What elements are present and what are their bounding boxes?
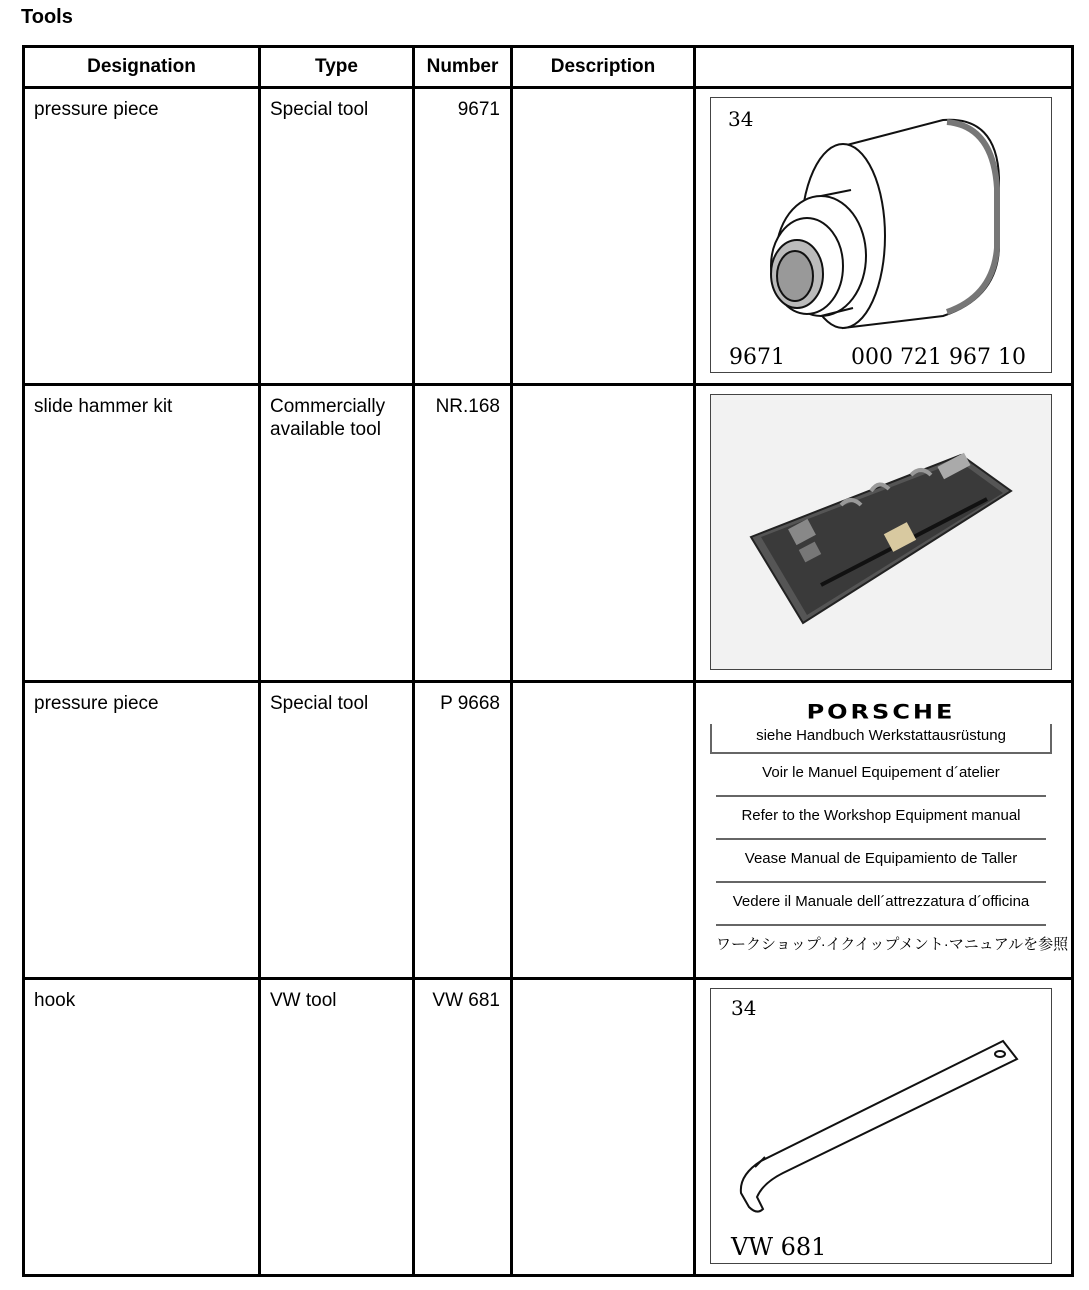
slide-hammer-kit-photo <box>710 394 1052 670</box>
header-description: Description <box>512 47 695 88</box>
table-header-row <box>24 47 1073 88</box>
porsche-logo: PORSCHE <box>806 700 956 724</box>
type-cell: Special tool <box>260 88 414 385</box>
reference-line-es: Vease Manual de Equipamiento de Taller <box>716 840 1046 883</box>
image-cell <box>695 682 1073 979</box>
drawing-corner-label: 34 <box>728 107 754 131</box>
header-image <box>695 47 1073 88</box>
table-row <box>24 88 1073 385</box>
number-cell: 9671 <box>414 88 512 385</box>
number-cell: NR.168 <box>414 385 512 682</box>
drawing-order-number: 000 721 967 10 <box>851 345 1026 370</box>
drawing-part-number: VW 681 <box>731 1233 827 1261</box>
type-cell: Commercially available tool <box>260 385 414 682</box>
reference-line-de: siehe Handbuch Werkstattausrüstung <box>710 724 1052 754</box>
hook-drawing <box>710 988 1052 1264</box>
drawing-part-number: 9671 <box>729 345 785 370</box>
pressure-piece-drawing <box>710 97 1052 373</box>
reference-line-ja: ワークショップ·イクイップメント·マニュアルを参照 <box>716 936 1069 953</box>
tools-table <box>22 45 1074 1277</box>
header-type: Type <box>260 47 414 88</box>
slide-hammer-case-icon <box>751 453 1011 623</box>
table-row <box>24 979 1073 1276</box>
page-title: Tools <box>21 6 73 28</box>
description-cell <box>512 979 695 1276</box>
designation-cell: slide hammer kit <box>24 385 260 682</box>
hook-icon <box>741 1041 1017 1212</box>
header-number: Number <box>414 47 512 88</box>
reference-line-en: Refer to the Workshop Equipment manual <box>716 797 1046 840</box>
table-row <box>24 682 1073 979</box>
designation-cell: hook <box>24 979 260 1276</box>
reference-line-fr: Voir le Manuel Equipement d´atelier <box>716 754 1046 797</box>
reference-line-it: Vedere il Manuale dell´attrezzatura d´officina <box>716 883 1046 926</box>
number-cell: P 9668 <box>414 682 512 979</box>
header-designation: Designation <box>24 47 260 88</box>
table-row <box>24 385 1073 682</box>
description-cell <box>512 88 695 385</box>
image-cell <box>695 979 1073 1276</box>
designation-cell: pressure piece <box>24 88 260 385</box>
drawing-corner-label: 34 <box>731 996 757 1020</box>
pressure-piece-icon <box>771 120 999 328</box>
description-cell <box>512 385 695 682</box>
image-cell <box>695 385 1073 682</box>
type-cell: VW tool <box>260 979 414 1276</box>
type-cell: Special tool <box>260 682 414 979</box>
workshop-manual-reference <box>710 700 1069 977</box>
image-cell <box>695 88 1073 385</box>
description-cell <box>512 682 695 979</box>
number-cell: VW 681 <box>414 979 512 1276</box>
designation-cell: pressure piece <box>24 682 260 979</box>
